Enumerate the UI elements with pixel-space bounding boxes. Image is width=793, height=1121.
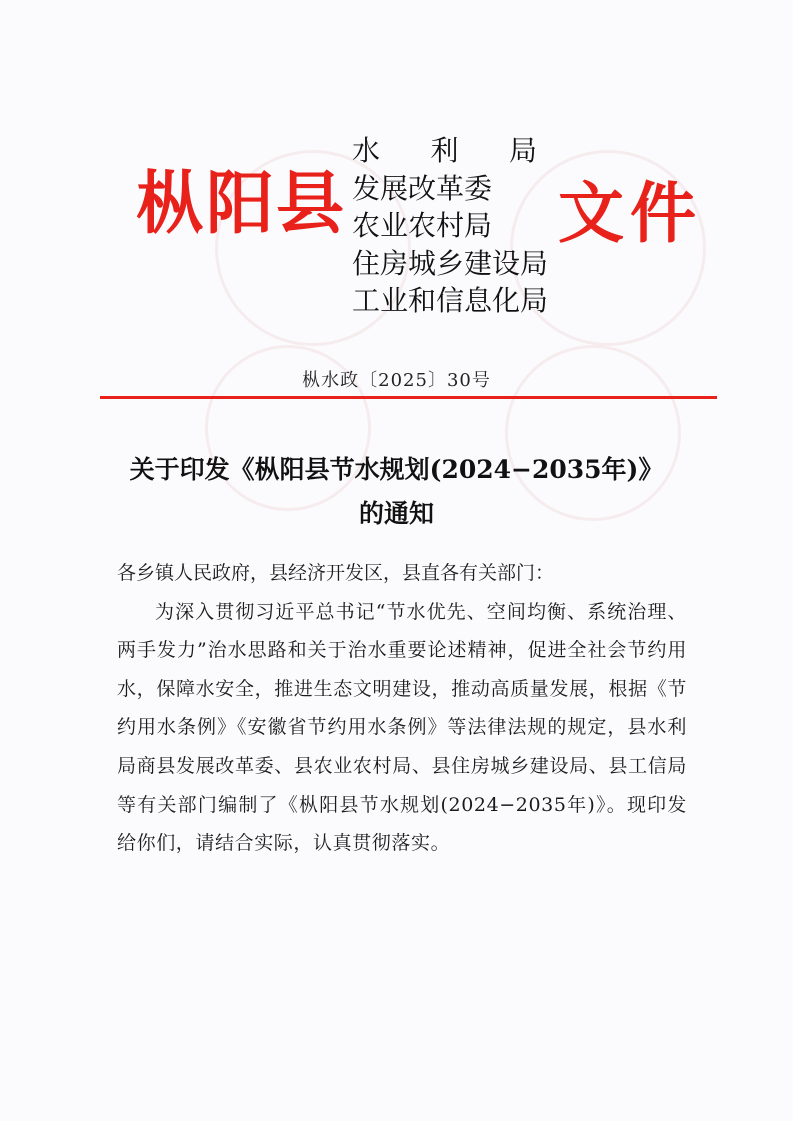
department-list bbox=[352, 132, 549, 320]
notice-body bbox=[117, 554, 687, 863]
dept-char: 局 bbox=[508, 134, 537, 167]
red-divider bbox=[100, 396, 717, 399]
department-water bbox=[352, 132, 537, 170]
document-header bbox=[0, 0, 793, 317]
document-type: 文件 bbox=[558, 174, 702, 252]
notice-title bbox=[80, 448, 713, 536]
document-number: 枞水政〔2025〕30号 bbox=[302, 370, 491, 391]
title-line-2: 的通知 bbox=[358, 499, 434, 528]
department-agriculture: 农业农村局 bbox=[352, 209, 493, 242]
department-industry: 工业和信息化局 bbox=[352, 284, 549, 317]
county-name: 枞阳县 bbox=[136, 164, 347, 244]
department-development: 发展改革委 bbox=[352, 171, 493, 205]
department-housing: 住房城乡建设局 bbox=[352, 246, 549, 280]
dept-char: 利 bbox=[430, 134, 459, 167]
salutation: 各乡镇人民政府，县经济开发区，县直各有关部门： bbox=[117, 562, 555, 584]
title-line-1: 关于印发《枞阳县节水规划(2024−2035年)》 bbox=[129, 455, 664, 484]
dept-char: 水 bbox=[352, 134, 381, 167]
body-paragraph: 为深入贯彻习近平总书记“节水优先、空间均衡、系统治理、两手发力”治水思路和关于治水重要论述精神，促进全社会节约用水，保障水安全，推进生态文明建设，推动高质量发展，根据《节约用水条例》《安徽省节约用水条例》等法律法规的规定，县水利局商县发展改革委、县农业农村局、县住房城乡建设局、县工信局等有关部门编制了《枞阳县节水规划(2024−2035年)》。现印发给你们，请结合实际，认真贯彻落实。 bbox=[117, 600, 687, 855]
